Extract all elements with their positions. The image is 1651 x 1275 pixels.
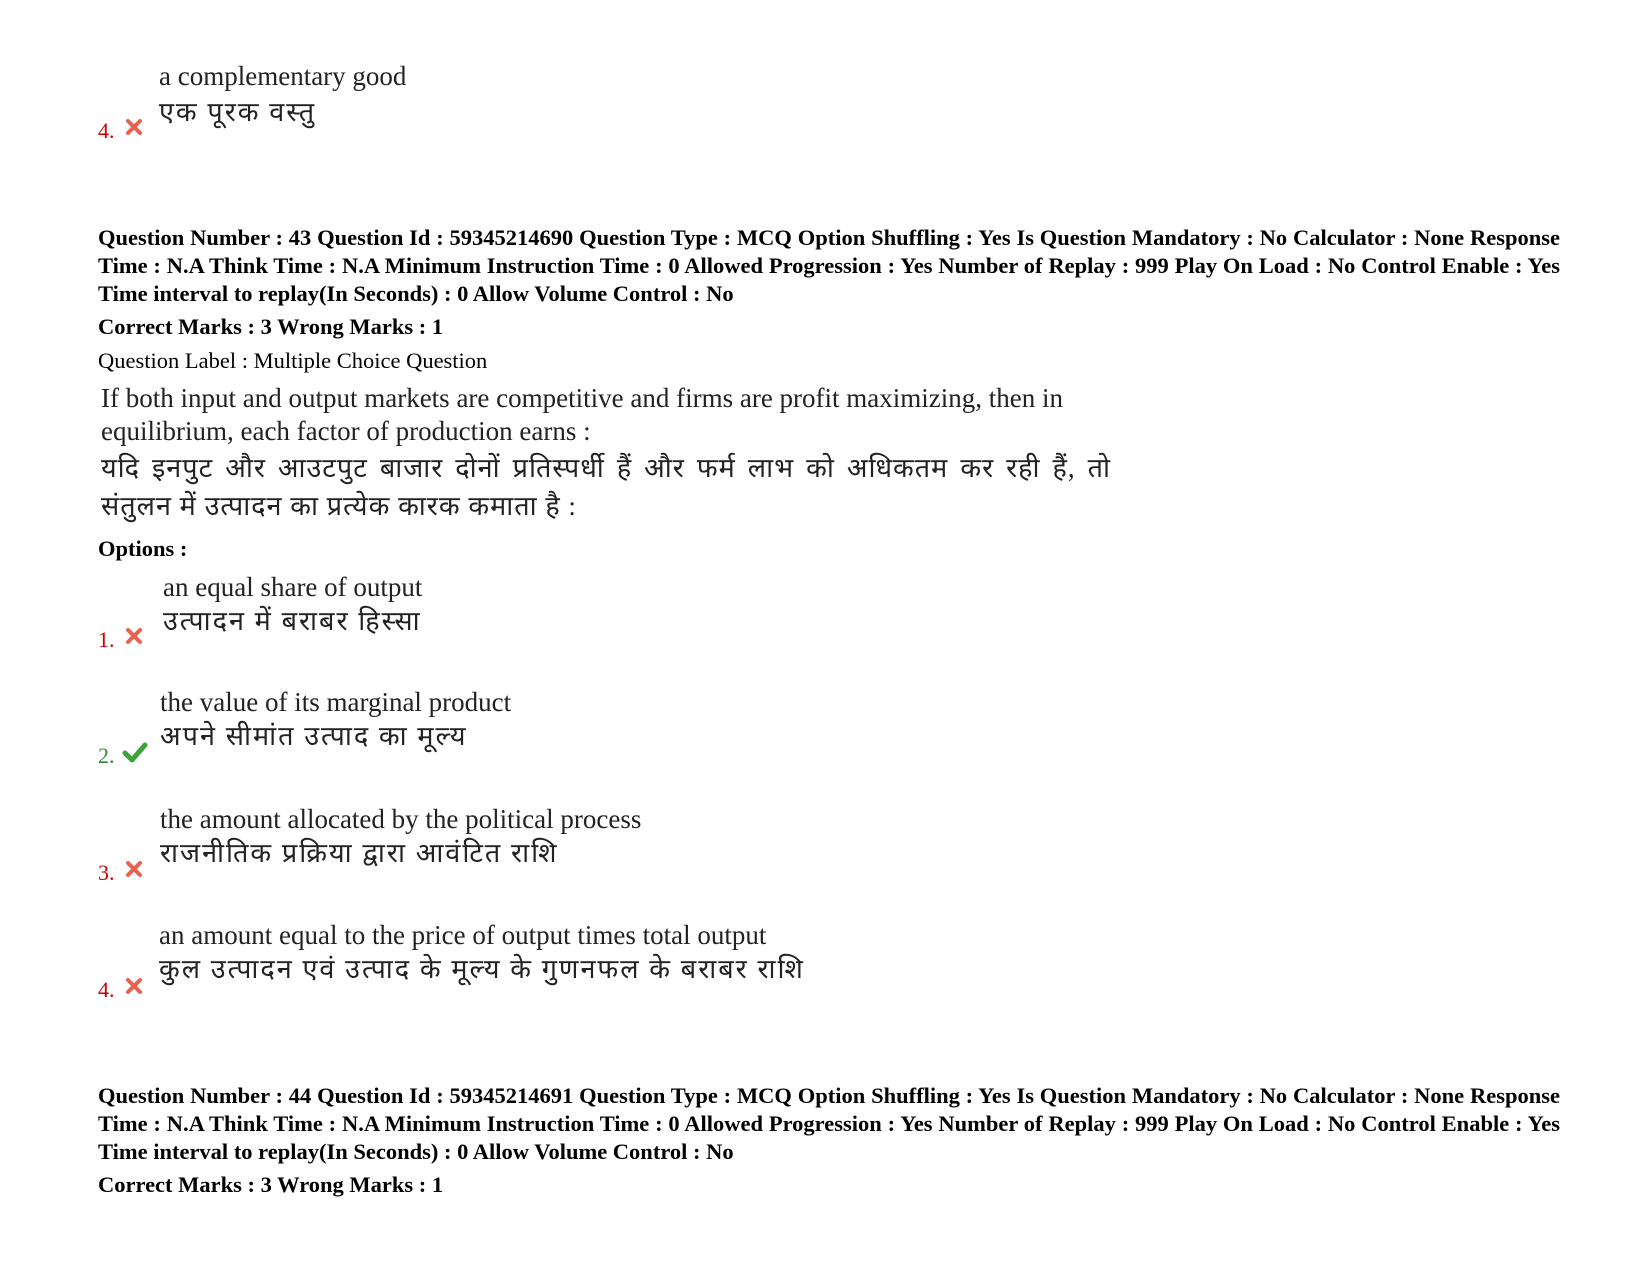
option-text-en: an amount equal to the price of output times total output (159, 920, 767, 950)
options-label: Options : (98, 536, 188, 561)
option-text-en: an equal share of output (163, 572, 423, 602)
option-text-hi: अपने सीमांत उत्पाद का मूल्य (160, 721, 468, 751)
option-text-hi: एक पूरक वस्तु (159, 97, 317, 127)
option-number: 4. (98, 977, 115, 1002)
option-number: 3. (98, 860, 115, 885)
cross-icon (125, 627, 143, 645)
question-label: Question Label : Multiple Choice Question (98, 348, 488, 373)
cross-icon (125, 860, 143, 878)
question-meta: Question Number : 43 Question Id : 59345214690 Question Type : MCQ Option Shuffling : Yes Is Question Mandatory : No Calculator : None Response Time : N.A Think Time : N.A Minimum Instruction Time : 0 Allowed Progression : Yes Number of Replay : 999 Play On Load : No Control Enable : Yes Time interval to replay(In Seconds) : 0 Allow Volume Control : No (98, 225, 1560, 306)
option-number: 4. (98, 118, 115, 143)
question-marks: Correct Marks : 3 Wrong Marks : 1 (98, 314, 444, 339)
question-marks: Correct Marks : 3 Wrong Marks : 1 (98, 1172, 444, 1197)
option-number: 2. (98, 743, 115, 768)
cross-icon (125, 118, 143, 136)
check-icon (122, 741, 148, 763)
option-text-hi: उत्पादन में बराबर हिस्सा (163, 606, 422, 636)
option-text-en: a complementary good (159, 61, 407, 91)
option-text-hi: राजनीतिक प्रक्रिया द्वारा आवंटित राशि (160, 838, 559, 868)
question-text-hi: यदि इनपुट और आउटपुट बाजार दोनों प्रतिस्पर्धी हैं और फर्म लाभ को अधिकतम कर रही हैं, तो संतुलन में उत्पादन का प्रत्येक कारक कमाता है : (101, 453, 1111, 521)
option-text-en: the amount allocated by the political process (160, 804, 642, 834)
question-text-en: If both input and output markets are competitive and firms are profit maximizing, then in equilibrium, each factor of production earns : (101, 383, 1063, 446)
option-text-en: the value of its marginal product (160, 687, 512, 717)
question-meta: Question Number : 44 Question Id : 59345214691 Question Type : MCQ Option Shuffling : Yes Is Question Mandatory : No Calculator : None Response Time : N.A Think Time : N.A Minimum Instruction Time : 0 Allowed Progression : Yes Number of Replay : 999 Play On Load : No Control Enable : Yes Time interval to replay(In Seconds) : 0 Allow Volume Control : No (98, 1083, 1560, 1164)
cross-icon (125, 977, 143, 995)
option-text-hi: कुल उत्पादन एवं उत्पाद के मूल्य के गुणनफल के बराबर राशि (159, 954, 805, 984)
option-number: 1. (98, 627, 115, 652)
